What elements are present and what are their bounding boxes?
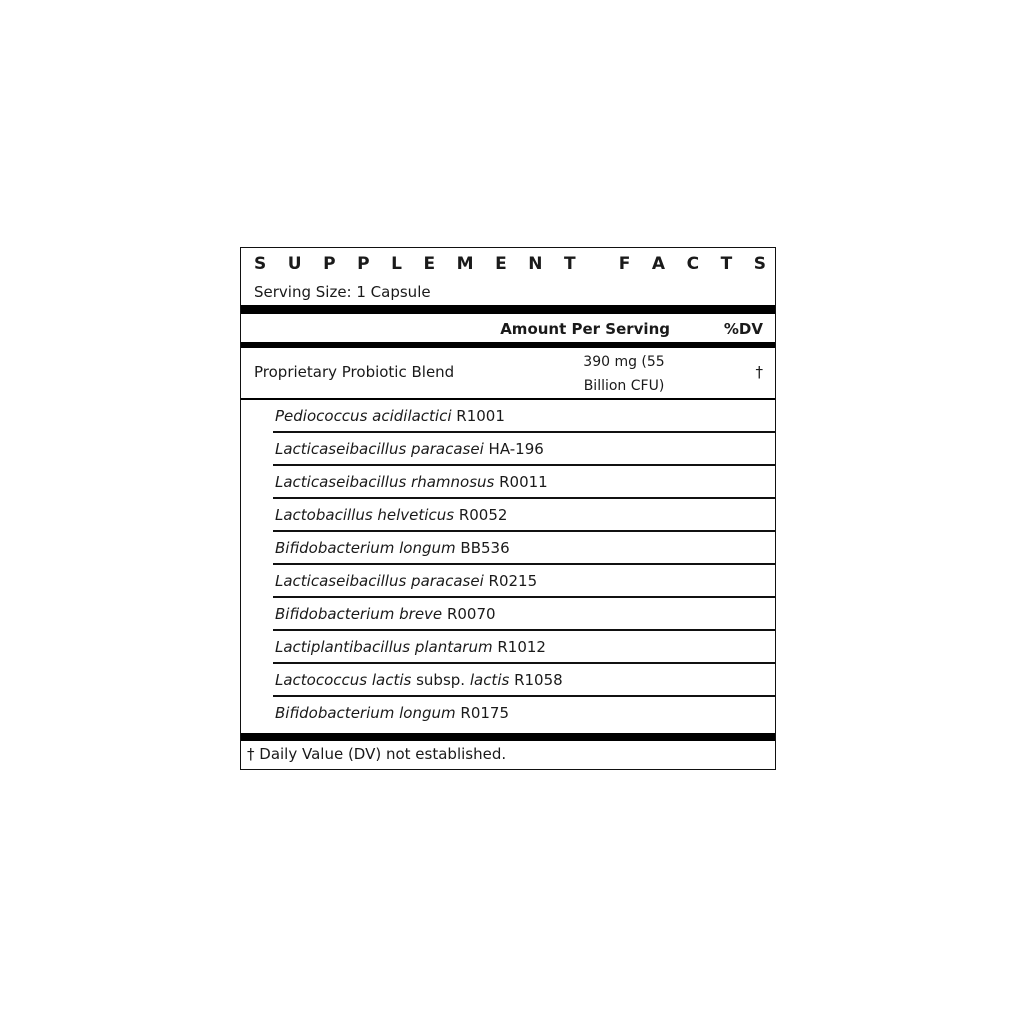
title-letter: E	[495, 254, 507, 274]
ingredient-row	[273, 400, 775, 433]
title-letter: U	[287, 254, 302, 274]
ingredient-species: lactis	[469, 671, 510, 689]
ingredient-strain: BB536	[455, 539, 510, 557]
ingredient-row	[273, 598, 775, 631]
title-letter: E	[423, 254, 436, 274]
title-letter: N	[528, 254, 543, 274]
title-letter: A	[651, 254, 666, 274]
ingredient-strain: HA-196	[483, 440, 544, 458]
title-letter: T	[564, 254, 576, 274]
ingredient-row	[273, 697, 775, 728]
ingredient-species: Lactiplantibacillus plantarum	[275, 638, 493, 656]
ingredient-strain: R0052	[454, 506, 508, 524]
ingredient-species: Lactococcus lactis	[275, 671, 412, 689]
blend-name: Proprietary Probiotic Blend	[254, 363, 455, 381]
ingredient-strain: R0215	[483, 572, 538, 590]
blend-dv: †	[755, 363, 763, 381]
ingredient-row	[273, 532, 775, 565]
ingredient-species: Lacticaseibacillus rhamnosus	[275, 473, 495, 491]
ingredient-strain: R1001	[451, 407, 505, 425]
title-letter: S	[254, 254, 267, 274]
ingredient-strain: R0175	[455, 704, 510, 722]
ingredient-strain: R1012	[492, 638, 546, 656]
ingredient-species: Bifidobacterium longum	[275, 704, 456, 722]
serving-size: Serving Size: 1 Capsule	[254, 283, 431, 301]
ingredient-row	[273, 499, 775, 532]
title-letter: T	[720, 254, 733, 274]
ingredient-row	[273, 565, 775, 598]
ingredient-row	[273, 433, 775, 466]
title-letter: P	[357, 254, 370, 274]
ingredient-strain: R0011	[494, 473, 548, 491]
ingredient-species: Bifidobacterium longum	[275, 539, 456, 557]
title-letter: C	[686, 254, 700, 274]
supplement-facts-panel	[240, 247, 776, 770]
blend-amount	[579, 350, 669, 398]
title-letter: S	[753, 254, 766, 274]
footnote: † Daily Value (DV) not established.	[247, 745, 507, 763]
blend-amount-line2: Billion CFU)	[583, 378, 665, 394]
ingredient-strain: R0070	[442, 605, 496, 623]
ingredient-row	[273, 466, 775, 499]
column-header	[241, 315, 775, 342]
blend-row	[241, 348, 775, 398]
ingredient-list	[273, 400, 775, 728]
divider-thick	[241, 305, 775, 314]
divider-thick-bottom	[241, 733, 775, 741]
ingredient-species: Lactobacillus helveticus	[275, 506, 455, 524]
dv-header: %DV	[723, 320, 763, 338]
ingredient-species: Bifidobacterium breve	[275, 605, 443, 623]
title-letter: P	[323, 254, 336, 274]
title-letter: M	[456, 254, 474, 274]
blend-amount-line1: 390 mg (55	[583, 354, 665, 370]
ingredient-species: Pediococcus acidilactici	[275, 407, 452, 425]
ingredient-species: Lacticaseibacillus paracasei	[275, 440, 484, 458]
title-letter: L	[391, 254, 402, 274]
panel-title	[254, 254, 766, 274]
title-letter: F	[618, 254, 631, 274]
ingredient-row	[273, 664, 775, 697]
ingredient-strain: R1058	[509, 671, 563, 689]
ingredient-species: Lacticaseibacillus paracasei	[275, 572, 484, 590]
ingredient-row	[273, 631, 775, 664]
amount-header: Amount Per Serving	[500, 320, 670, 338]
ingredient-strain: subsp.	[411, 671, 470, 689]
